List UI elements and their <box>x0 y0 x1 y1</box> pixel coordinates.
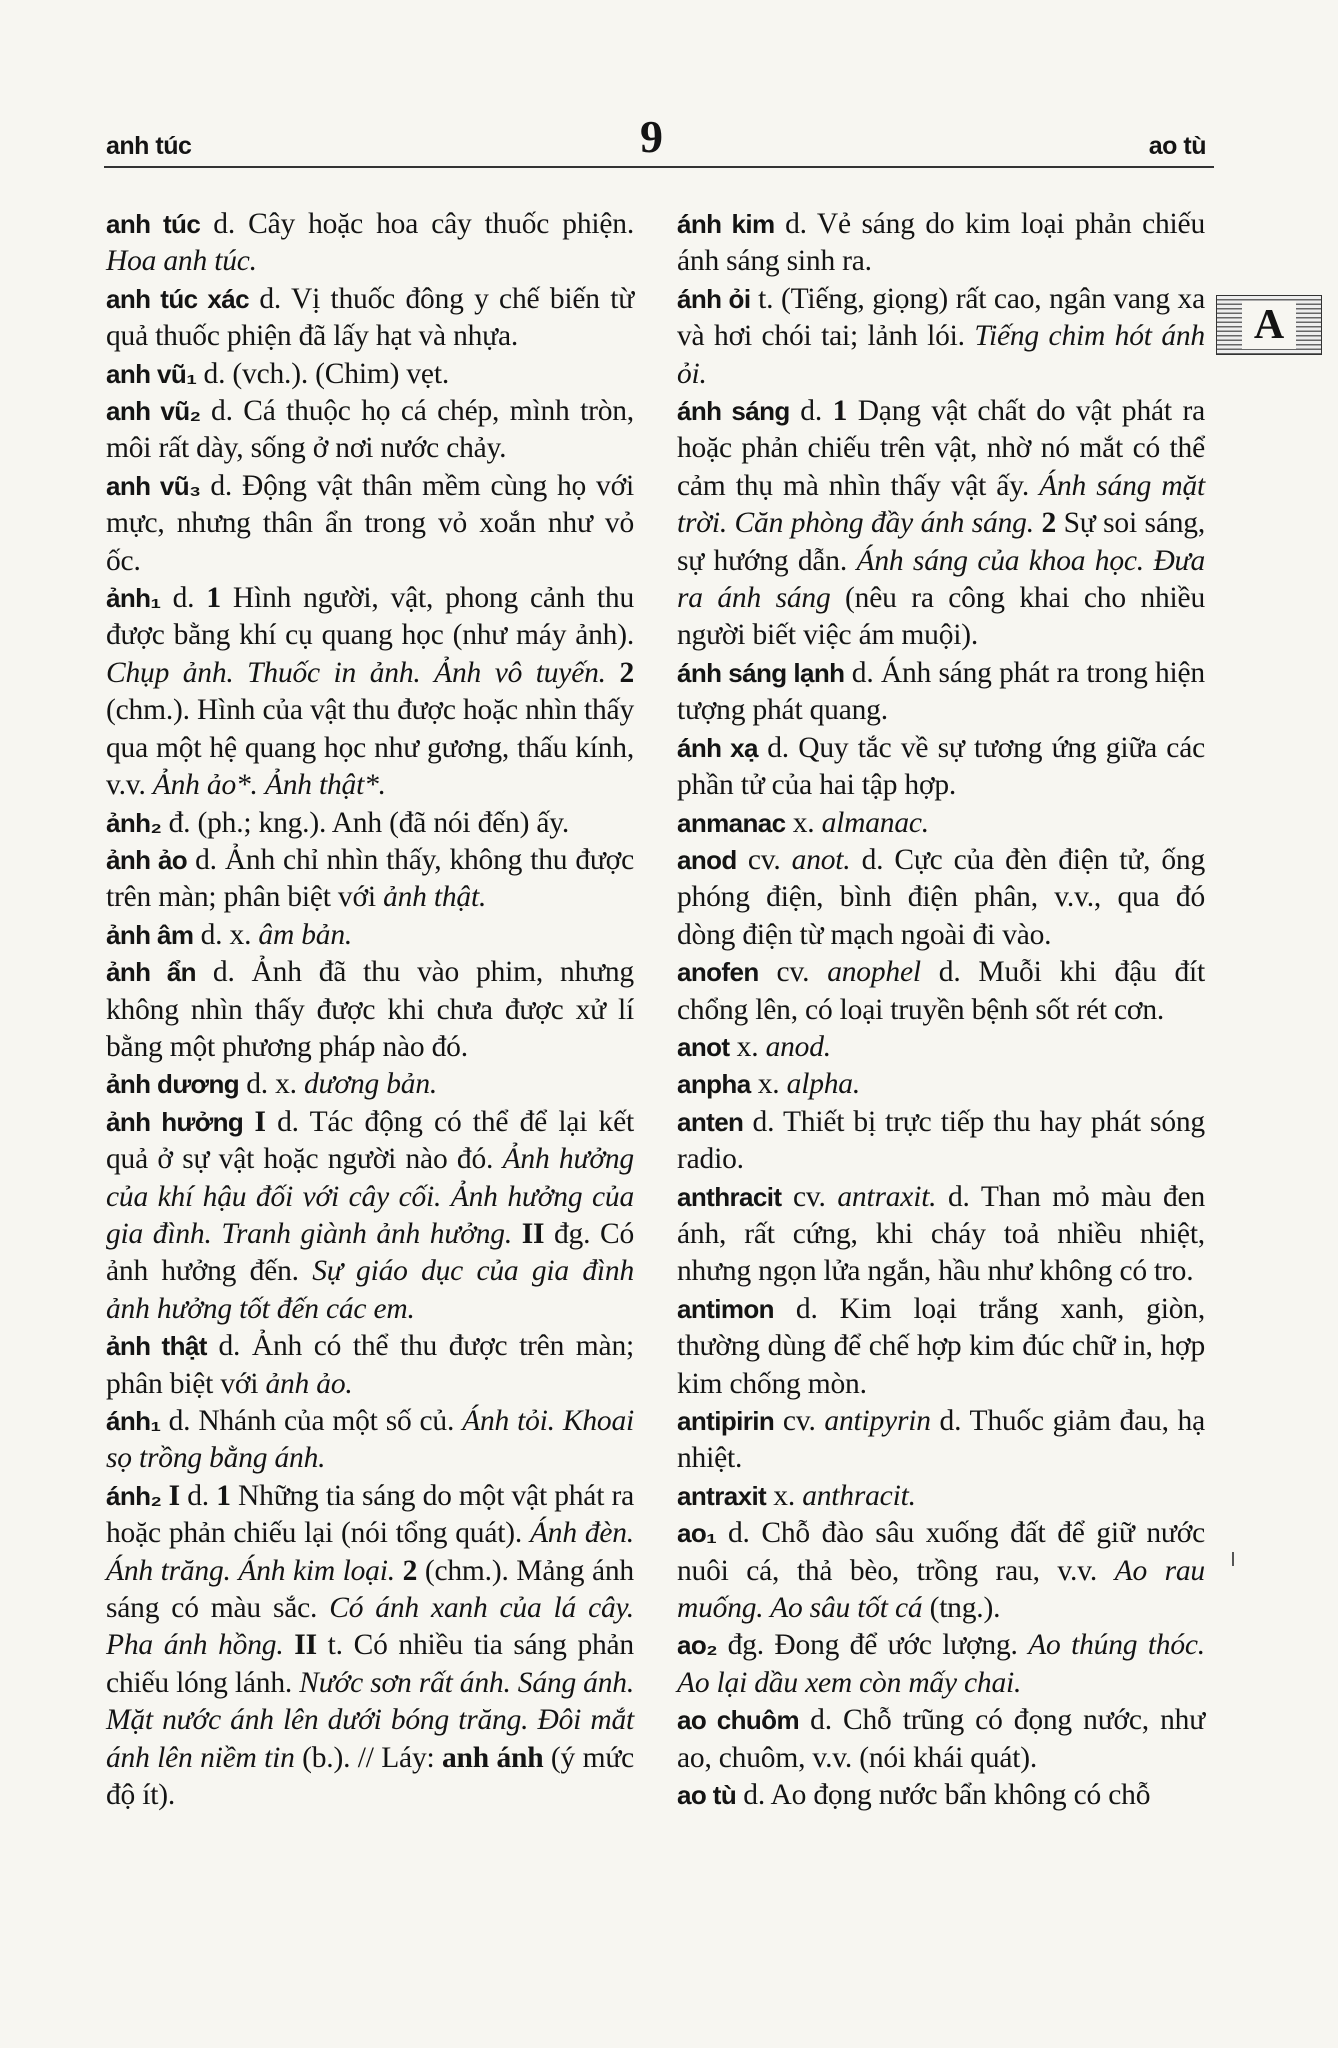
example-text: almanac. <box>821 806 929 839</box>
definition-text: d. Cực của đèn điện tử, ống phóng điện, bình điện phân, v.v., qua đó dòng điện từ mạch ngoài đi vào. <box>677 843 1205 951</box>
example-text: Ao rau muống. Ao sâu tốt cá <box>677 1554 1205 1625</box>
headword: ảnh âm <box>106 919 194 950</box>
margin-mark <box>1232 1552 1234 1566</box>
example-text: Ánh sáng mặt trời. Căn phòng đầy ánh sáng. <box>677 469 1205 540</box>
sense-marker: anh ánh <box>442 1741 544 1774</box>
headword: ánh ỏi <box>677 283 751 314</box>
running-head-left: anh túc <box>106 132 192 160</box>
definition-text: x. <box>766 1479 803 1512</box>
headword: antipirin <box>677 1406 775 1436</box>
dictionary-entry <box>677 281 1205 393</box>
headword: anh túc xác <box>106 283 249 314</box>
header-rule <box>104 166 1214 168</box>
definition-text: d. Quy tắc về sự tương ứng giữa các phần tử của hai tập hợp. <box>677 731 1205 802</box>
headword: antimon <box>677 1293 774 1324</box>
headword: ảnh ảo <box>106 844 188 875</box>
definition-text: t. (Tiếng, giọng) rất cao, ngân vang xa và hơi chói tai; lảnh lói. <box>677 282 1206 353</box>
definition-text: d. Ảnh có thể thu được trên màn; phân biệt với <box>106 1330 634 1400</box>
definition-text: d. Chỗ đào sâu xuống đất để giữ nước nuôi cá, thả bèo, trồng rau, v.v. <box>677 1517 1205 1587</box>
dictionary-entry <box>106 954 634 1066</box>
definition-text: d. Vị thuốc đông y chế biến từ quả thuốc phiện đã lấy hạt và nhựa. <box>106 282 635 353</box>
definition-text <box>161 1480 168 1512</box>
sense-marker: 1 <box>206 582 221 615</box>
dictionary-entry <box>677 655 1205 730</box>
dictionary-entry <box>106 468 634 580</box>
dictionary-entry <box>677 1515 1205 1627</box>
definition-text: d. Cá thuộc họ cá chép, mình tròn, môi rất dày, sống ở nơi nước chảy. <box>106 395 634 465</box>
dictionary-entry <box>677 1702 1205 1777</box>
headword: anh vũ₃ <box>106 470 201 501</box>
headword: anh túc <box>106 209 201 239</box>
dictionary-entry <box>677 393 1205 655</box>
headword: ảnh hưởng <box>106 1106 244 1137</box>
dictionary-entry <box>106 1403 634 1478</box>
dictionary-entry <box>677 1478 1205 1515</box>
dictionary-entry <box>106 580 634 804</box>
running-head-right: ao tù <box>1148 132 1206 160</box>
definition-text: d. Thiết bị trực tiếp thu hay phát sóng radio. <box>677 1105 1205 1176</box>
dictionary-entry <box>677 1291 1205 1403</box>
definition-text: d. x. <box>239 1068 304 1101</box>
definition-text: đ. (ph.; kng.). Anh (đã nói đến) ấy. <box>161 806 570 839</box>
headword: ảnh dương <box>106 1069 240 1100</box>
dictionary-entry <box>677 1777 1205 1814</box>
definition-text: (chm.). Hình của vật thu được hoặc nhìn thấy qua một hệ quang học như gương, thấu kính, v.v. <box>106 694 634 802</box>
headword: ánh sáng lạnh <box>677 657 845 688</box>
dictionary-entry <box>106 1104 634 1328</box>
headword: anpha <box>677 1069 751 1100</box>
headword: ánh xạ <box>677 732 758 763</box>
example-text: âm bản. <box>258 918 353 951</box>
page-number: 9 <box>640 111 663 162</box>
definition-text: d. Tác động có thể để lại kết quả ở sự vật hoặc người nào đó. <box>106 1105 634 1176</box>
dictionary-entry <box>106 1478 634 1815</box>
example-text: Có ánh xanh của lá cây. Pha ánh hồng. <box>106 1592 634 1662</box>
left-column <box>106 206 634 1814</box>
sense-marker: 2 <box>1041 507 1057 540</box>
headword: anten <box>677 1106 744 1137</box>
definition-text: d. <box>160 582 207 615</box>
sense-marker: 2 <box>402 1554 418 1587</box>
example-text: Ảnh ảo*. Ảnh thật*. <box>152 769 386 802</box>
definition-text <box>243 1106 254 1138</box>
dictionary-entry <box>677 1403 1205 1478</box>
example-text: Tiếng chim hót ánh ỏi. <box>677 320 1205 390</box>
definition-text <box>512 1218 522 1250</box>
headword: anofen <box>677 957 759 988</box>
definition-text: d. Ảnh đã thu vào phim, nhưng không nhìn thấy được khi chưa được xử lí bằng một phương pháp nào đó. <box>106 956 634 1063</box>
definition-text: cv. <box>736 843 792 876</box>
headword: antraxit <box>677 1480 767 1511</box>
headword: ánh kim <box>677 209 775 239</box>
definition-text: Sự soi sáng, sự hướng dẫn. <box>677 507 1205 577</box>
headword: anot <box>677 1031 730 1062</box>
headword: ảnh₁ <box>106 583 161 614</box>
example-text: anthracit. <box>802 1479 916 1512</box>
definition-text: d. Cây hoặc hoa cây thuốc phiện. <box>200 208 635 240</box>
definition-text: Những tia sáng do một vật phát ra hoặc phản chiếu lại (nói tổng quát). <box>106 1479 634 1550</box>
definition-text: d. Ánh sáng phát ra trong hiện tượng phát quang. <box>677 656 1205 727</box>
headword: ảnh thật <box>106 1331 207 1362</box>
definition-text: x. <box>750 1068 787 1101</box>
example-text: dương bản. <box>304 1068 438 1101</box>
right-column <box>677 206 1205 1814</box>
sense-marker: I <box>168 1479 180 1512</box>
definition-text: d. (vch.). (Chim) vẹt. <box>196 357 449 390</box>
thumb-index-letter: A <box>1242 301 1296 349</box>
headword: anthracit <box>677 1181 782 1212</box>
definition-text: d. Động vật thân mềm cùng họ với mực, nhưng thân ẩn trong vỏ xoắn như vỏ ốc. <box>106 469 634 577</box>
definition-text: cv. <box>781 1180 838 1213</box>
example-text: anot. <box>791 843 851 876</box>
dictionary-entry <box>106 917 634 954</box>
definition-text: đg. Đong để ước lượng. <box>717 1629 1029 1662</box>
definition-text: d. Chỗ trũng có đọng nước, như ao, chuôm, v.v. (nói khái quát). <box>677 1704 1205 1774</box>
dictionary-entry <box>106 842 634 917</box>
dictionary-entry <box>106 805 634 842</box>
sense-marker: 1 <box>832 395 848 428</box>
definition-text: (b.). // Láy: <box>294 1741 442 1774</box>
dictionary-entry <box>106 1328 634 1403</box>
definition-text: d. x. <box>193 918 259 951</box>
definition-text <box>284 1629 295 1661</box>
definition-text: d. Kim loại trắng xanh, giòn, thường dùng để chế hợp kim đúc chữ in, hợp kim chống mòn. <box>677 1292 1205 1400</box>
headword: ảnh ẩn <box>106 957 196 988</box>
dictionary-entry <box>106 356 634 393</box>
example-text: Ánh sáng của khoa học. Đưa ra ánh sáng <box>677 544 1205 615</box>
example-text: Ánh tỏi. Khoai sọ trồng bằng ánh. <box>106 1405 634 1475</box>
definition-text: t. Có nhiều tia sáng phản chiếu lóng lánh. <box>106 1629 634 1699</box>
thumb-index-tab <box>1216 295 1322 355</box>
example-text: ảnh thật. <box>383 881 487 914</box>
headword: ánh₂ <box>106 1480 162 1511</box>
example-text: Ánh đèn. Ánh trăng. Ánh kim loại. <box>106 1517 634 1587</box>
definition-text: Hình người, vật, phong cảnh thu được bằng khí cụ quang học (như máy ảnh). <box>106 582 635 652</box>
sense-marker: II <box>521 1217 545 1250</box>
definition-text: d. <box>789 395 833 428</box>
dictionary-entry <box>677 842 1205 954</box>
definition-text: (chm.). Mảng ánh sáng có màu sắc. <box>106 1554 634 1625</box>
definition-text: cv. <box>774 1405 825 1437</box>
dictionary-entry <box>677 1179 1205 1291</box>
example-text: Hoa anh túc. <box>106 245 257 278</box>
definition-text: d. Muỗi khi đậu đít chổng lên, có loại truyền bệnh sốt rét cơn. <box>677 956 1205 1026</box>
definition-text: d. <box>179 1479 217 1512</box>
definition-text: d. Ảnh chỉ nhìn thấy, không thu được trên màn; phân biệt với <box>106 843 634 914</box>
definition-text: (tng.). <box>922 1592 1001 1625</box>
sense-marker: 1 <box>216 1479 231 1512</box>
example-text: anophel <box>827 956 921 989</box>
dictionary-entry <box>106 1066 634 1103</box>
definition-text: đg. Có ảnh hưởng đến. <box>106 1217 634 1288</box>
example-text: antipyrin <box>824 1405 931 1437</box>
sense-marker: 2 <box>619 656 634 689</box>
definition-text: d. Vẻ sáng do kim loại phản chiếu ánh sáng sinh ra. <box>677 208 1205 278</box>
definition-text: d. Nhánh của một số củ. <box>160 1405 463 1437</box>
definition-text: cv. <box>758 956 828 989</box>
definition-text <box>606 657 620 689</box>
example-text: Ảnh hưởng của khí hậu đối với cây cối. Ảnh hưởng của gia đình. Tranh giành ảnh hưởng. <box>106 1143 634 1250</box>
headword: anh vũ₂ <box>106 396 201 427</box>
headword: ao₁ <box>677 1518 717 1549</box>
dictionary-entry <box>677 1104 1205 1179</box>
example-text: alpha. <box>786 1068 861 1101</box>
example-text: Chụp ảnh. Thuốc in ảnh. Ảnh vô tuyến. <box>106 656 606 689</box>
definition-text: (nêu ra công khai cho nhiều người biết việc ám muội). <box>677 582 1205 652</box>
headword: anod <box>677 844 737 875</box>
dictionary-entry <box>677 1029 1205 1066</box>
headword: ao₂ <box>677 1630 718 1661</box>
headword: ao tù <box>677 1780 737 1811</box>
dictionary-entry <box>677 206 1205 281</box>
dictionary-entry <box>106 393 634 468</box>
sense-marker: I <box>254 1105 266 1138</box>
definition-text: Dạng vật chất do vật phát ra hoặc phản chiếu trên vật, nhờ nó mắt có thể cảm thụ mà nhìn thấy vật ấy. <box>677 395 1205 502</box>
headword: ao chuôm <box>677 1705 799 1736</box>
definition-text: d. Thuốc giảm đau, hạ nhiệt. <box>677 1405 1205 1475</box>
dictionary-entry <box>677 954 1205 1029</box>
dictionary-entry <box>677 730 1205 805</box>
definition-text <box>395 1555 403 1587</box>
example-text: anod. <box>765 1030 831 1063</box>
headword: ánh₁ <box>106 1406 161 1436</box>
headword: anmanac <box>677 807 786 838</box>
definition-text: d. Ao đọng nước bẩn không có chỗ <box>736 1779 1151 1812</box>
example-text: ảnh ảo. <box>265 1367 353 1400</box>
example-text: Sự giáo dục của gia đình ảnh hưởng tốt đến các em. <box>106 1255 634 1325</box>
example-text: antraxit. <box>837 1180 937 1213</box>
definition-text: x. <box>729 1030 766 1063</box>
dictionary-entry <box>106 206 634 281</box>
headword: ảnh₂ <box>106 807 162 838</box>
dictionary-entry <box>106 281 634 356</box>
dictionary-entry <box>677 805 1205 842</box>
dictionary-entry <box>677 1627 1205 1702</box>
definition-text: x. <box>785 806 822 839</box>
dictionary-entry <box>677 1066 1205 1103</box>
example-text: Ao thúng thóc. Ao lại dầu xem còn mấy chai. <box>677 1629 1205 1699</box>
headword: ánh sáng <box>677 396 790 427</box>
definition-text: d. Than mỏ màu đen ánh, rất cứng, khi cháy toả nhiều nhiệt, nhưng ngọn lửa ngắn, hầu như không có tro. <box>677 1180 1205 1288</box>
example-text: Nước sơn rất ánh. Sáng ánh. Mặt nước ánh lên dưới bóng trăng. Đôi mắt ánh lên niềm tin <box>106 1666 635 1774</box>
definition-text: (ý mức độ ít). <box>106 1741 634 1812</box>
headword: anh vũ₁ <box>106 358 197 389</box>
sense-marker: II <box>294 1629 317 1662</box>
